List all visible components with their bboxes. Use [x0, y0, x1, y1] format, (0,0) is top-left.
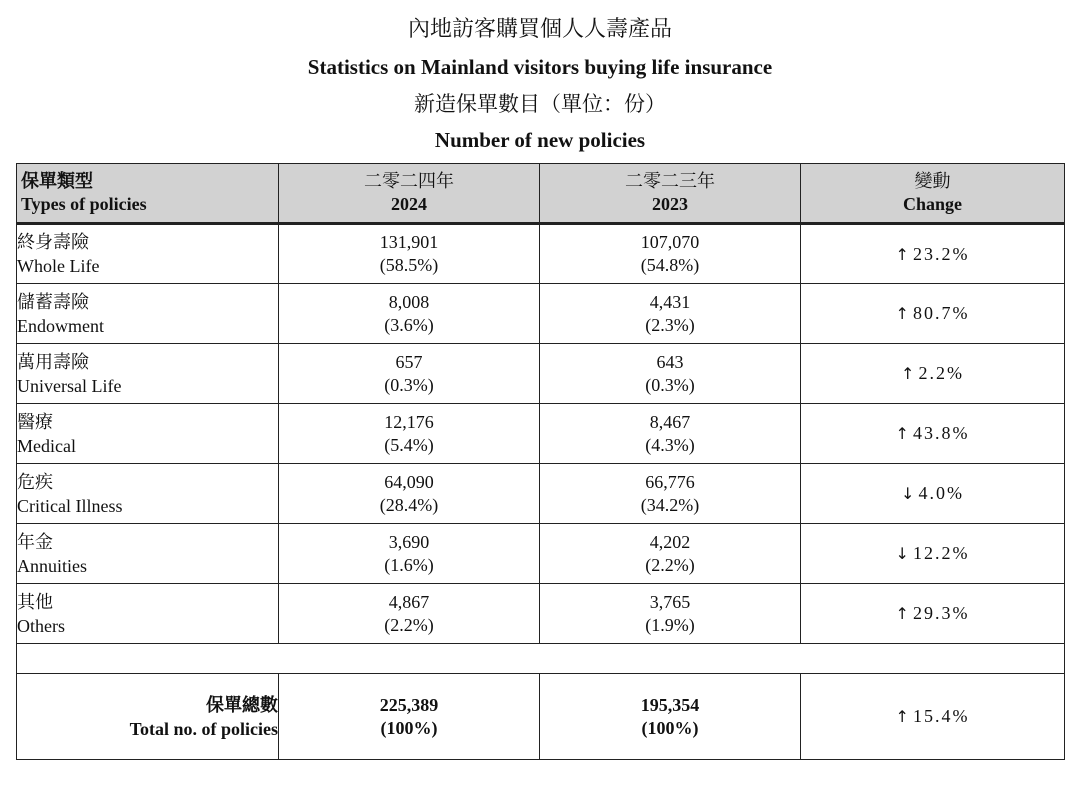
- policy-type-cell: 終身壽險 Whole Life: [17, 224, 279, 284]
- change-cell: ↑ 43.8%: [801, 404, 1065, 464]
- table-row-universal-life: [17, 344, 1065, 404]
- policy-type-cell: 其他 Others: [17, 584, 279, 644]
- header-2024: 二零二四年 2024: [279, 164, 540, 224]
- value-2024-cell: 657 (0.3%): [279, 344, 540, 404]
- table-header-row: [17, 164, 1065, 224]
- value-2023-cell: 3,765 (1.9%): [540, 584, 801, 644]
- value-2024-cell: 12,176 (5.4%): [279, 404, 540, 464]
- title-english: Statistics on Mainland visitors buying life insurance: [307, 55, 773, 79]
- policy-type-cell: 醫療 Medical: [17, 404, 279, 464]
- total-change-cell: ↑ 15.4%: [801, 674, 1065, 760]
- subtitle-chinese: 新造保單數目（單位：份）: [414, 92, 666, 116]
- policy-type-cell: 萬用壽險 Universal Life: [17, 344, 279, 404]
- change-arrow-icon: ↑: [901, 364, 917, 383]
- value-2024-cell: 131,901 (58.5%): [279, 224, 540, 284]
- table-row-others: [17, 584, 1065, 644]
- value-2024-cell: 8,008 (3.6%): [279, 284, 540, 344]
- total-label-cell: 保單總數 Total no. of policies: [17, 674, 279, 760]
- value-2023-cell: 4,431 (2.3%): [540, 284, 801, 344]
- change-cell: ↑ 80.7%: [801, 284, 1065, 344]
- spacer-row: [17, 644, 1065, 674]
- table-row-total: [17, 674, 1065, 760]
- policy-type-cell: 危疾 Critical Illness: [17, 464, 279, 524]
- value-2023-cell: 66,776 (34.2%): [540, 464, 801, 524]
- subtitle-english: Number of new policies: [434, 128, 646, 152]
- header-types-of-policies: 保單類型 Types of policies: [17, 164, 279, 224]
- table-row-endowment: [17, 284, 1065, 344]
- header-change: 變動 Change: [801, 164, 1065, 224]
- policy-type-cell: 年金 Annuities: [17, 524, 279, 584]
- document-header: [0, 16, 1080, 153]
- change-arrow-icon: ↑: [895, 244, 911, 264]
- value-2024-cell: 3,690 (1.6%): [279, 524, 540, 584]
- table-row-annuities: [17, 524, 1065, 584]
- table-row-whole-life: [17, 224, 1065, 284]
- value-2023-cell: 643 (0.3%): [540, 344, 801, 404]
- change-arrow-icon: ↑: [895, 707, 911, 726]
- spacer-cell: [17, 644, 1065, 674]
- policies-table: [16, 163, 1065, 760]
- policy-type-cell: 儲蓄壽險 Endowment: [17, 284, 279, 344]
- header-2023: 二零二三年 2023: [540, 164, 801, 224]
- change-cell: ↑ 23.2%: [801, 224, 1065, 284]
- value-2024-cell: 4,867 (2.2%): [279, 584, 540, 644]
- change-cell: ↓ 4.0%: [801, 464, 1065, 524]
- change-arrow-icon: ↓: [895, 544, 911, 563]
- change-arrow-icon: ↑: [895, 424, 911, 443]
- total-2024-cell: 225,389 (100%): [279, 674, 540, 760]
- change-arrow-icon: ↑: [895, 604, 911, 623]
- change-arrow-icon: ↑: [895, 304, 911, 323]
- total-2023-cell: 195,354 (100%): [540, 674, 801, 760]
- table-row-medical: [17, 404, 1065, 464]
- value-2023-cell: 4,202 (2.2%): [540, 524, 801, 584]
- table-row-critical-illness: [17, 464, 1065, 524]
- title-chinese: 內地訪客購買個人人壽產品: [407, 16, 672, 41]
- change-cell: ↓ 12.2%: [801, 524, 1065, 584]
- change-cell: ↑ 2.2%: [801, 344, 1065, 404]
- value-2023-cell: 107,070 (54.8%): [540, 224, 801, 284]
- value-2024-cell: 64,090 (28.4%): [279, 464, 540, 524]
- change-cell: ↑ 29.3%: [801, 584, 1065, 644]
- change-arrow-icon: ↓: [901, 484, 917, 503]
- value-2023-cell: 8,467 (4.3%): [540, 404, 801, 464]
